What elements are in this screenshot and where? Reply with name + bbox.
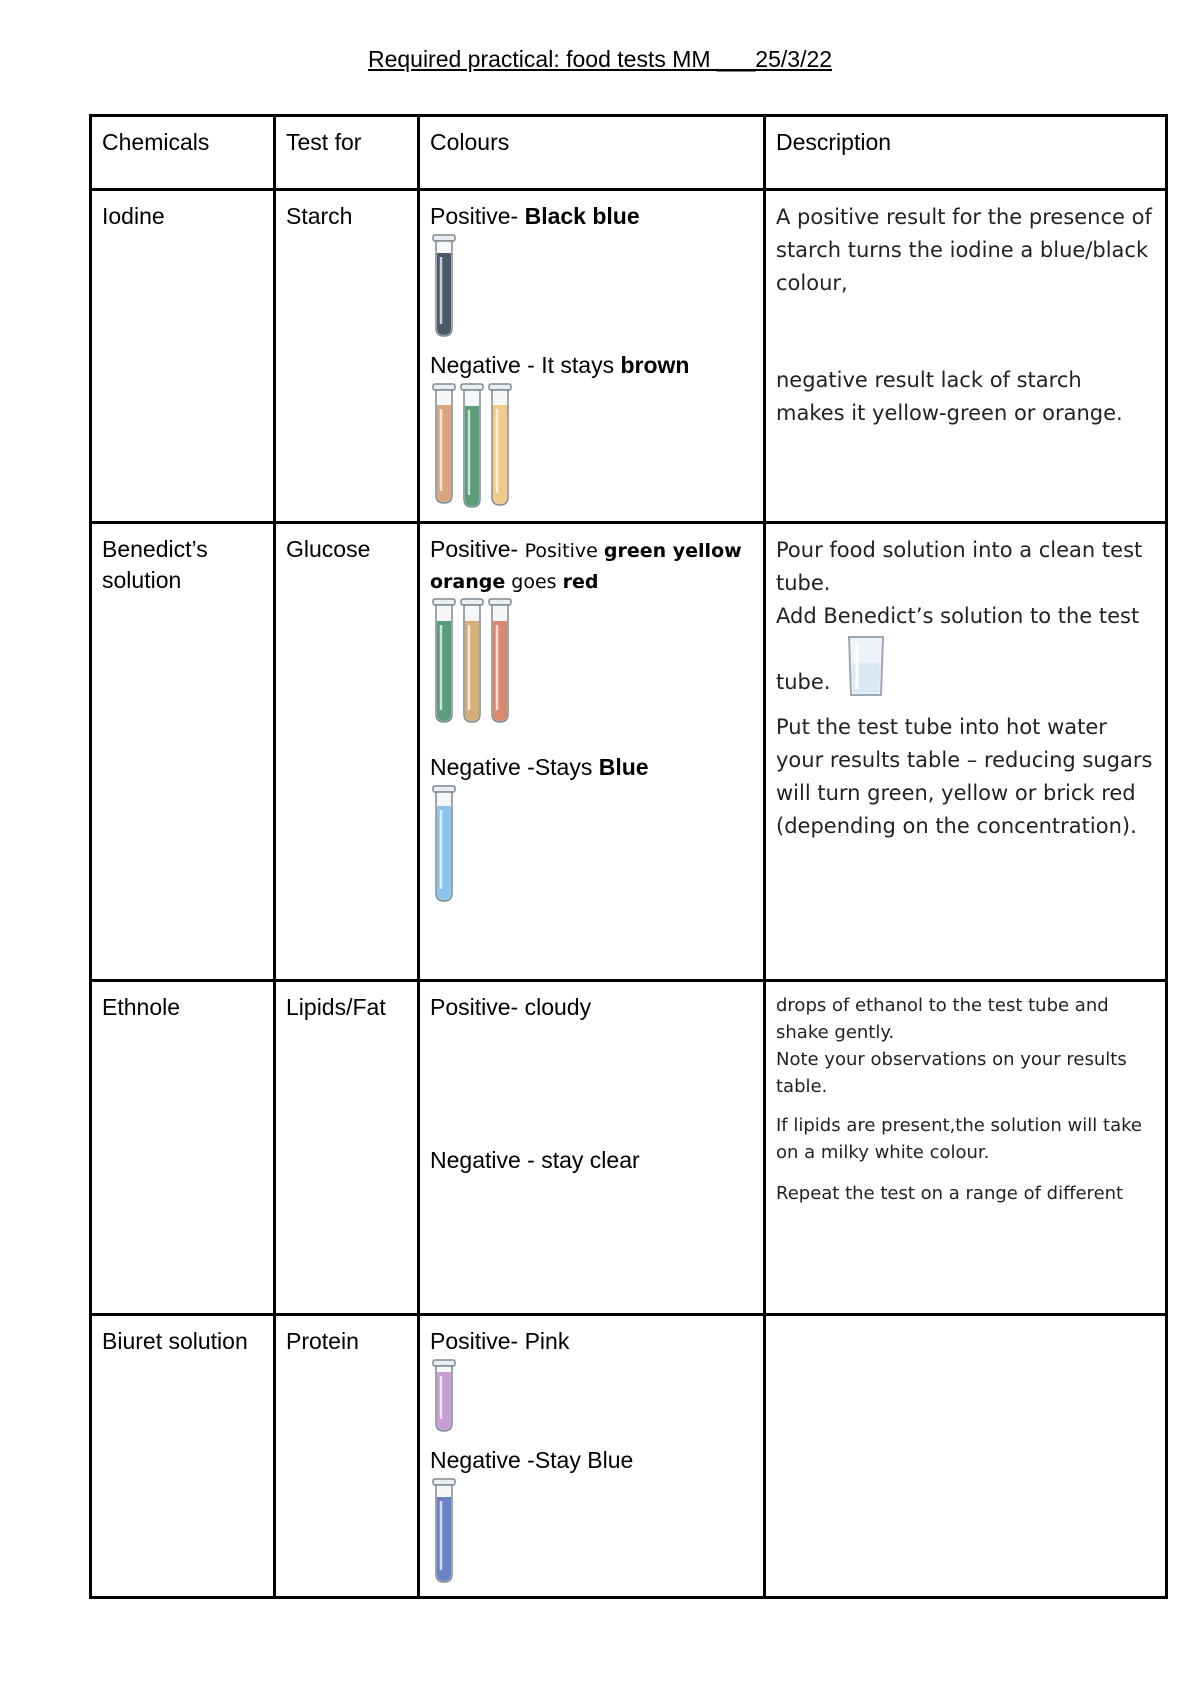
positive-tubes — [432, 1359, 753, 1441]
colours-cell — [419, 523, 765, 981]
positive-tubes — [432, 598, 753, 732]
test-for-cell: Protein — [275, 1315, 419, 1598]
positive-result: Positive- Black blue — [430, 203, 640, 229]
test-tube-icon — [432, 383, 456, 517]
table-row — [91, 190, 1167, 523]
positive-result: Positive- cloudy — [430, 994, 592, 1020]
description-text: If lipids are present,the solution will take on a milky white colour. — [776, 1115, 1142, 1163]
header-colours: Colours — [419, 116, 765, 190]
positive-result: Positive- Positive green yellow orange goes red — [430, 536, 742, 593]
negative-tubes — [432, 785, 753, 911]
positive-result: Positive- Pink — [430, 1328, 570, 1354]
header-description: Description — [765, 116, 1167, 190]
test-for-cell: Starch — [275, 190, 419, 523]
header-chemicals: Chemicals — [91, 116, 275, 190]
negative-tubes — [432, 1478, 753, 1592]
test-tube-icon — [432, 234, 456, 346]
description-text: Pour food solution into a clean test tube. — [776, 538, 1143, 595]
test-tube-icon — [460, 598, 484, 732]
test-tube-icon — [432, 1359, 456, 1441]
colours-cell — [419, 190, 765, 523]
negative-result: Negative -Stays Blue — [430, 754, 649, 780]
test-tube-icon — [432, 598, 456, 732]
table-row — [91, 523, 1167, 981]
test-tube-icon — [488, 383, 512, 517]
chemical-cell: Ethnole — [91, 981, 275, 1315]
header-test-for: Test for — [275, 116, 419, 190]
description-text: drops of ethanol to the test tube and shake gently. — [776, 995, 1109, 1043]
chemical-cell: Benedict’s solution — [91, 523, 275, 981]
description-text: Add Benedict’s solution to the test tube. — [776, 600, 1155, 699]
description-cell — [765, 190, 1167, 523]
colours-cell — [419, 981, 765, 1315]
positive-tubes — [432, 234, 753, 346]
test-for-cell: Glucose — [275, 523, 419, 981]
description-cell — [765, 523, 1167, 981]
negative-result: Negative -Stay Blue — [430, 1447, 634, 1473]
negative-result: Negative - stay clear — [430, 1147, 640, 1173]
test-for-cell: Lipids/Fat — [275, 981, 419, 1315]
page-title: Required practical: food tests MM ___25/3/22 — [367, 46, 833, 72]
test-tube-icon — [488, 598, 512, 732]
food-tests-table — [89, 114, 1168, 1599]
test-tube-icon — [460, 383, 484, 517]
negative-result: Negative - It stays brown — [430, 352, 690, 378]
description-text: Note your observations on your results table. — [776, 1049, 1127, 1097]
description-text: negative result lack of starch makes it yellow-green or orange. — [776, 368, 1123, 425]
description-text: Repeat the test on a range of different — [776, 1183, 1124, 1204]
beaker-icon — [843, 633, 889, 699]
table-header-row — [91, 116, 1167, 190]
test-tube-icon — [432, 785, 456, 911]
table-row — [91, 981, 1167, 1315]
test-tube-icon — [432, 1478, 456, 1592]
description-text: Put the test tube into hot water your results table – reducing sugars will turn green, yellow or brick red (depending on the concentration). — [776, 715, 1153, 838]
chemical-cell: Biuret solution — [91, 1315, 275, 1598]
chemical-cell: Iodine — [91, 190, 275, 523]
description-cell — [765, 1315, 1167, 1598]
negative-tubes — [432, 383, 753, 517]
description-cell — [765, 981, 1167, 1315]
colours-cell — [419, 1315, 765, 1598]
table-row — [91, 1315, 1167, 1598]
description-text: A positive result for the presence of starch turns the iodine a blue/black colour, — [776, 205, 1152, 295]
